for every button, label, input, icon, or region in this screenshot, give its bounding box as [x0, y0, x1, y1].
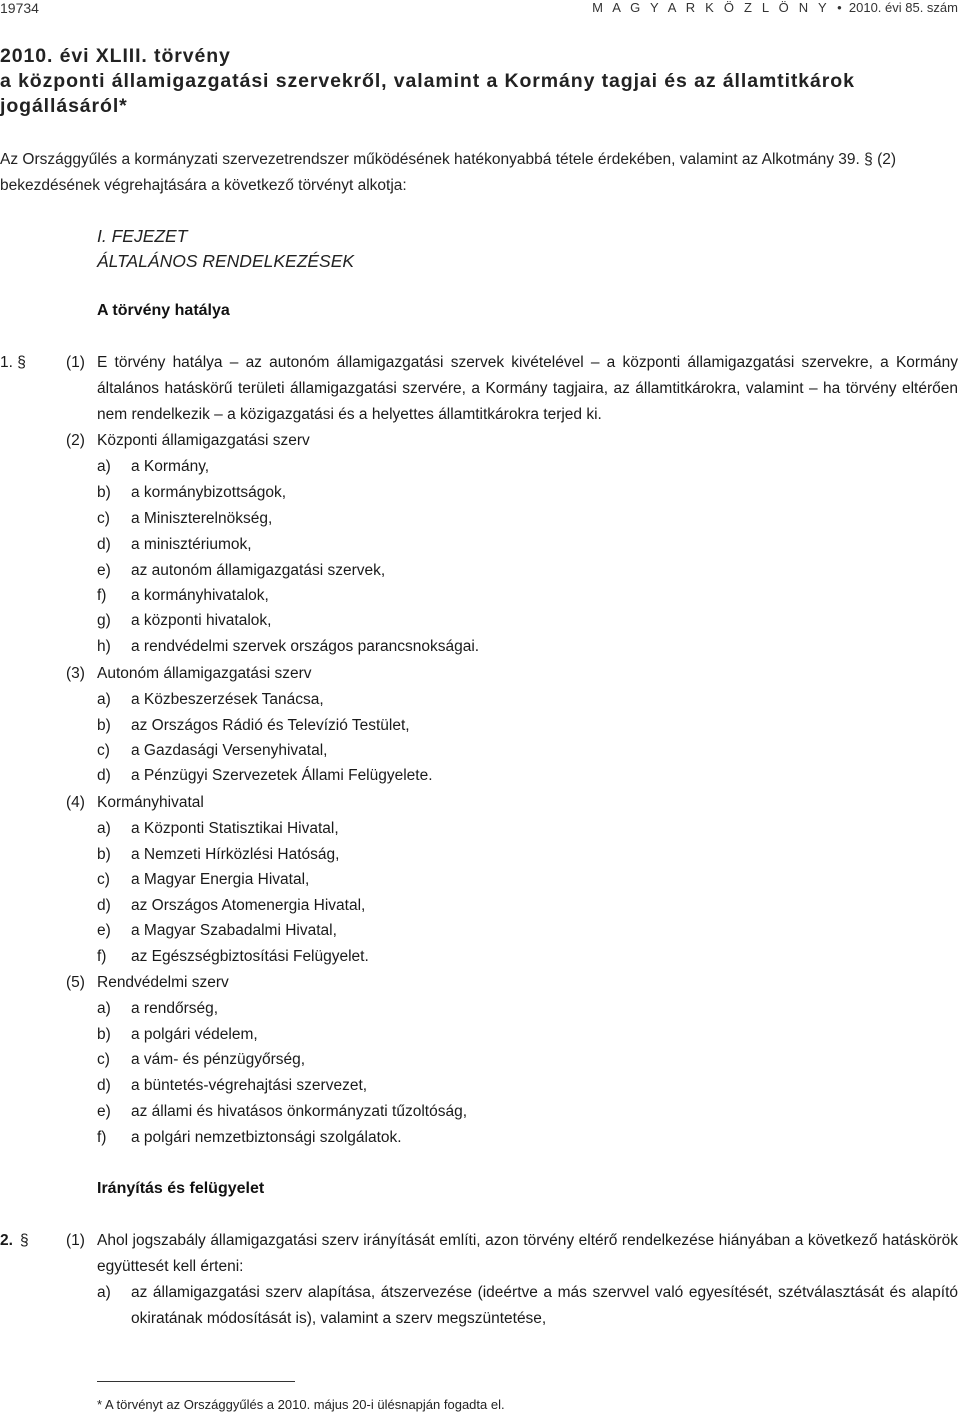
section-2-paragraph-1: Ahol jogszabály államigazgatási szerv irányítását említi, azon törvény eltérő rendelkezése hiányában a következő hatáskörök együttesét kell érteni: [97, 1232, 958, 1275]
running-header [592, 0, 958, 15]
title-line: a központi államigazgatási szervekről, valamint a Kormány tagjai és az államtitkárok [0, 70, 855, 92]
chapter-heading [97, 224, 354, 274]
preamble: Az Országgyűlés a kormányzati szervezetrendszer működésének hatékonyabbá tétele érdekében, valamint az Alkotmány 39. § (2) bekezdésének végrehajtására a következő törvényt alkotja: [0, 151, 897, 194]
title-line: jogállásáról* [0, 95, 128, 117]
journal-name: M A G Y A R K Ö Z L Ö N Y [592, 0, 830, 15]
list-item-text: az államigazgatási szerv alapítása, átszervezése (ideértve a más szervvel való egyesítését, szétválasztását és alapító okiratának módosítását is), valamint a szerv megszüntetése, [131, 1284, 958, 1327]
issue-label: 2010. évi 85. szám [848, 0, 958, 15]
paragraph-number: (2) [66, 432, 85, 449]
subheading-control: Irányítás és felügyelet [97, 1180, 265, 1197]
footnote: * A törvényt az Országgyűlés a 2010. május 20-i ülésnapján fogadta el. [97, 1397, 505, 1412]
title-line: 2010. évi XLIII. törvény [0, 45, 231, 67]
section-1-paragraph-1: E törvény hatálya – az autonóm államigazgatási szervek kivételével – a központi államigazgatási szervekre, a Kormány általános hatáskörű területi államigazgatási szervére, a Kormány tagjaira, az államtitkárokra, valamint – ha törvény eltérően nem rendelkezik – a közigazgatási és a helyettes államtitkárokra terjed ki. [97, 354, 958, 423]
subheading-scope: A törvény hatálya [97, 302, 230, 319]
law-title [0, 44, 855, 119]
list-label: a) [97, 1284, 111, 1301]
chapter-number: I. FEJEZET [97, 226, 188, 246]
page-number: 19734 [0, 0, 39, 16]
document-page: 19734 M A G Y A R K Ö Z L Ö N Y • 2010. évi 85. szám 2010. évi XLIII. törvény a központi államigazgatási szervekről, valamint a Kormány tagjai és az államtitkárok jogállásáról* Az Országgyűlés a kormányzati szervezetrendszer működésének hatékonyabbá tétele érdekében, valamint az Alkotmány 39. § (2) bekezdésének végrehajtására a következő törvényt alkotja: I. FEJEZET ÁLTALÁNOS RENDELKEZÉSEK A törvény hatálya 1. § (1) E törvény hatálya – az autonóm államigazgatási szervek kivételével – a központi államigazgatási szervekre, a Kormány általános hatáskörű területi államigazgatási szervére, a Kormány tagjaira, az államtitkárokra, valamint – ha törvény eltérően nem rendelkezik – a közigazgatási és a helyettes államtitkárokra terjed ki. (2) Központi államigazgatási szerv a) a Kormány, b) a kormánybizottságok, c) a Miniszterelnökség, d) a minisztériumok, e) az autonóm államigazgatási szervek, f) a kormányhivatalok, g) a központi hivatalok, h) a rendvédelmi szervek országos parancsnokságai. (3) Autonóm államigazgatási szerv a) a Közbeszerzések Tanácsa, b) az Országos Rádió és Televízió Testület, c) a Gazdasági Versenyhivatal, d) a Pénzügyi Szervezetek Állami Felügyelete. (4) Kormányhivatal a) a Központi Statisztikai Hivatal, b) a Nemzeti Hírközlési Hatóság, c) a Magyar Energia Hivatal, d) az Országos Atomenergia Hivatal, e) a Magyar Szabadalmi Hivatal, f) az Egészségbiztosítási Felügyelet. (5) Rendvédelmi szerv a) a rendőrség, b) a polgári védelem, c) a vám- és pénzügyőrség, d) a büntetés-végrehajtási szervezet, e) az állami és hivatásos önkormányzati tűzoltóság, f) a polgári nemzetbiztonsági szolgálatok. Irányítás és felügyelet 2. § (1) Ahol jogszabály államigazgatási szerv irányítását említi, azon törvény eltérő rendelkezése hiányában a következő hatáskörök együttesét kell érteni: a) az államigazgatási szerv alapítása, átszervezése (ideértve a más szervvel való egyesítését, szétválasztását és alapító okiratának módosítását is), valamint a szerv megszüntetése, * A törvényt az Országgyűlés a 2010. május 20-i ülésnapján fogadta el. [0, 0, 958, 1412]
section-2-number: 2. [0, 1232, 13, 1249]
section-1-number: 1. § [0, 354, 26, 371]
section-symbol: § [20, 1232, 29, 1249]
bullet-separator: • [833, 0, 846, 15]
chapter-title: ÁLTALÁNOS RENDELKEZÉSEK [97, 251, 355, 271]
paragraph-number: (1) [66, 354, 85, 371]
footnote-divider [97, 1381, 295, 1382]
paragraph-text: Központi államigazgatási szerv [97, 432, 310, 449]
paragraph-number: (1) [66, 1232, 85, 1249]
